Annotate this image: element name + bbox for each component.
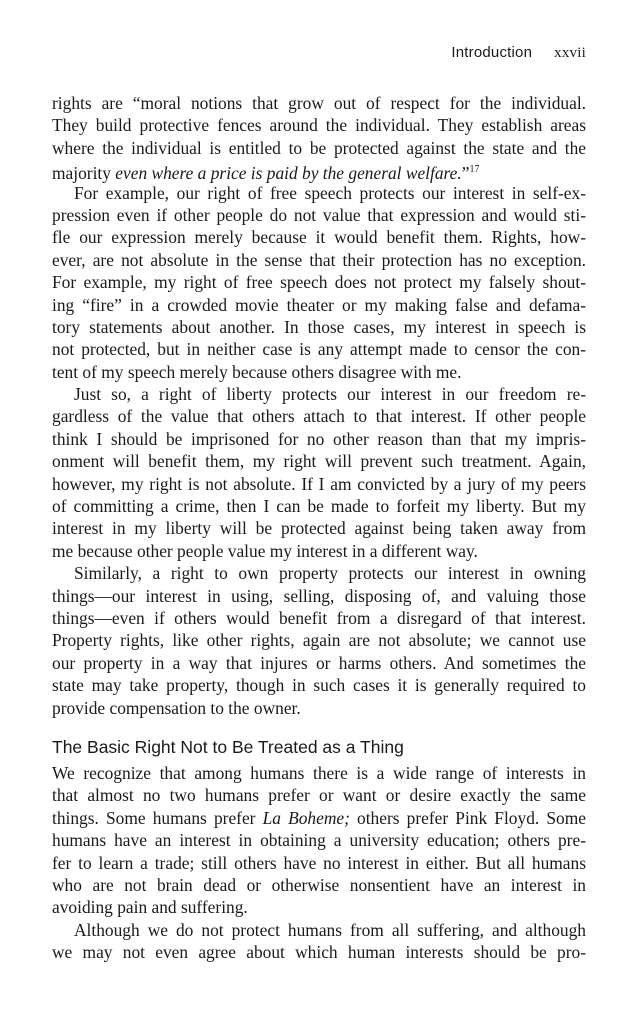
text-line: avoiding pain and suffering. (52, 897, 248, 918)
text-line: They build protective fences around the individual. They establish areas (52, 115, 586, 136)
text-line: tent of my speech merely because others disagree with me. (52, 361, 462, 382)
text-line: however, my right is not absolute. If I am convicted by a jury of my peers (52, 473, 586, 494)
text-line: onment will benefit them, my right will prevent such treatment. Again, (52, 451, 586, 472)
text-line: gardless of the value that others attach to that interest. If other people (52, 406, 586, 427)
text-line: Similarly, a right to own property protects our interest in owning (74, 563, 586, 584)
section-heading: The Basic Right Not to Be Treated as a Thing (52, 736, 404, 757)
text-line: provide compensation to the owner. (52, 697, 301, 718)
text-line: me because other people value my interest in a different way. (52, 540, 478, 561)
title-emphasis: La Boheme; (262, 807, 350, 828)
text-line: fle our expression merely because it would benefit them. Rights, how- (52, 227, 586, 248)
text-run: majority (52, 163, 116, 184)
footnote-marker: 17 (469, 164, 480, 176)
text-line: Property rights, like other rights, again are not absolute; we cannot use (52, 630, 586, 651)
text-run: ” (461, 163, 470, 184)
text-line: We recognize that among humans there is a wide range of interests in (52, 762, 586, 783)
text-line: Although we do not protect humans from all suffering, and although (74, 919, 586, 940)
text-line: For example, our right of free speech protects our interest in self-ex- (74, 182, 586, 203)
text-line: who are not brain dead or otherwise nonsentient have an interest in (52, 874, 586, 895)
text-line: ever, are not absolute in the sense that their protection has no exception. (52, 249, 586, 270)
text-line: that almost no two humans prefer or want or desire exactly the same (52, 785, 586, 806)
text-run: things. Some humans prefer (52, 807, 263, 828)
text-line: where the individual is entitled to be protected against the state and the (52, 137, 586, 158)
text-line: we may not even agree about which human interests should be pro- (52, 942, 586, 963)
text-line: things—our interest in using, selling, disposing of, and valuing those (52, 585, 586, 606)
text-line: not protected, but in neither case is any attempt made to censor the con- (52, 339, 586, 360)
text-line: of committing a crime, then I can be made to forfeit my liberty. But my (52, 496, 586, 517)
text-line: state may take property, though in such cases it is generally required to (52, 675, 586, 696)
body-text (52, 92, 586, 963)
text-line: rights are “moral notions that grow out of respect for the individual. (52, 93, 586, 113)
text-line (52, 159, 586, 184)
text-line: pression even if other people do not value that expression and would sti- (52, 204, 586, 225)
text-line: things—even if others would benefit from a disregard of that interest. (52, 607, 586, 628)
page-number: xxvii (554, 45, 586, 61)
quote-emphasis: even where a price is paid by the general welfare. (115, 163, 462, 184)
text-line: For example, my right of free speech does not protect my falsely shout- (52, 272, 586, 293)
text-run: others prefer Pink Floyd. Some (349, 807, 586, 828)
text-line: ing “fire” in a crowded movie theater or my making false and defama- (52, 294, 586, 315)
text-line: interest in my liberty will be protected against being taken away from (52, 518, 586, 539)
text-line: Just so, a right of liberty protects our interest in our freedom re- (74, 384, 586, 405)
text-line: fer to learn a trade; still others have no interest in either. But all humans (52, 852, 586, 873)
text-line: think I should be imprisoned for no other reason than that my impris- (52, 428, 586, 449)
text-line (52, 807, 586, 829)
text-line: our property in a way that injures or harms others. And sometimes the (52, 652, 586, 673)
running-head-title: Introduction (451, 44, 533, 61)
text-line: humans have an interest in obtaining a university education; others pre- (52, 830, 586, 851)
running-head (451, 44, 586, 62)
text-line: tory statements about another. In those cases, my interest in speech is (52, 316, 586, 337)
